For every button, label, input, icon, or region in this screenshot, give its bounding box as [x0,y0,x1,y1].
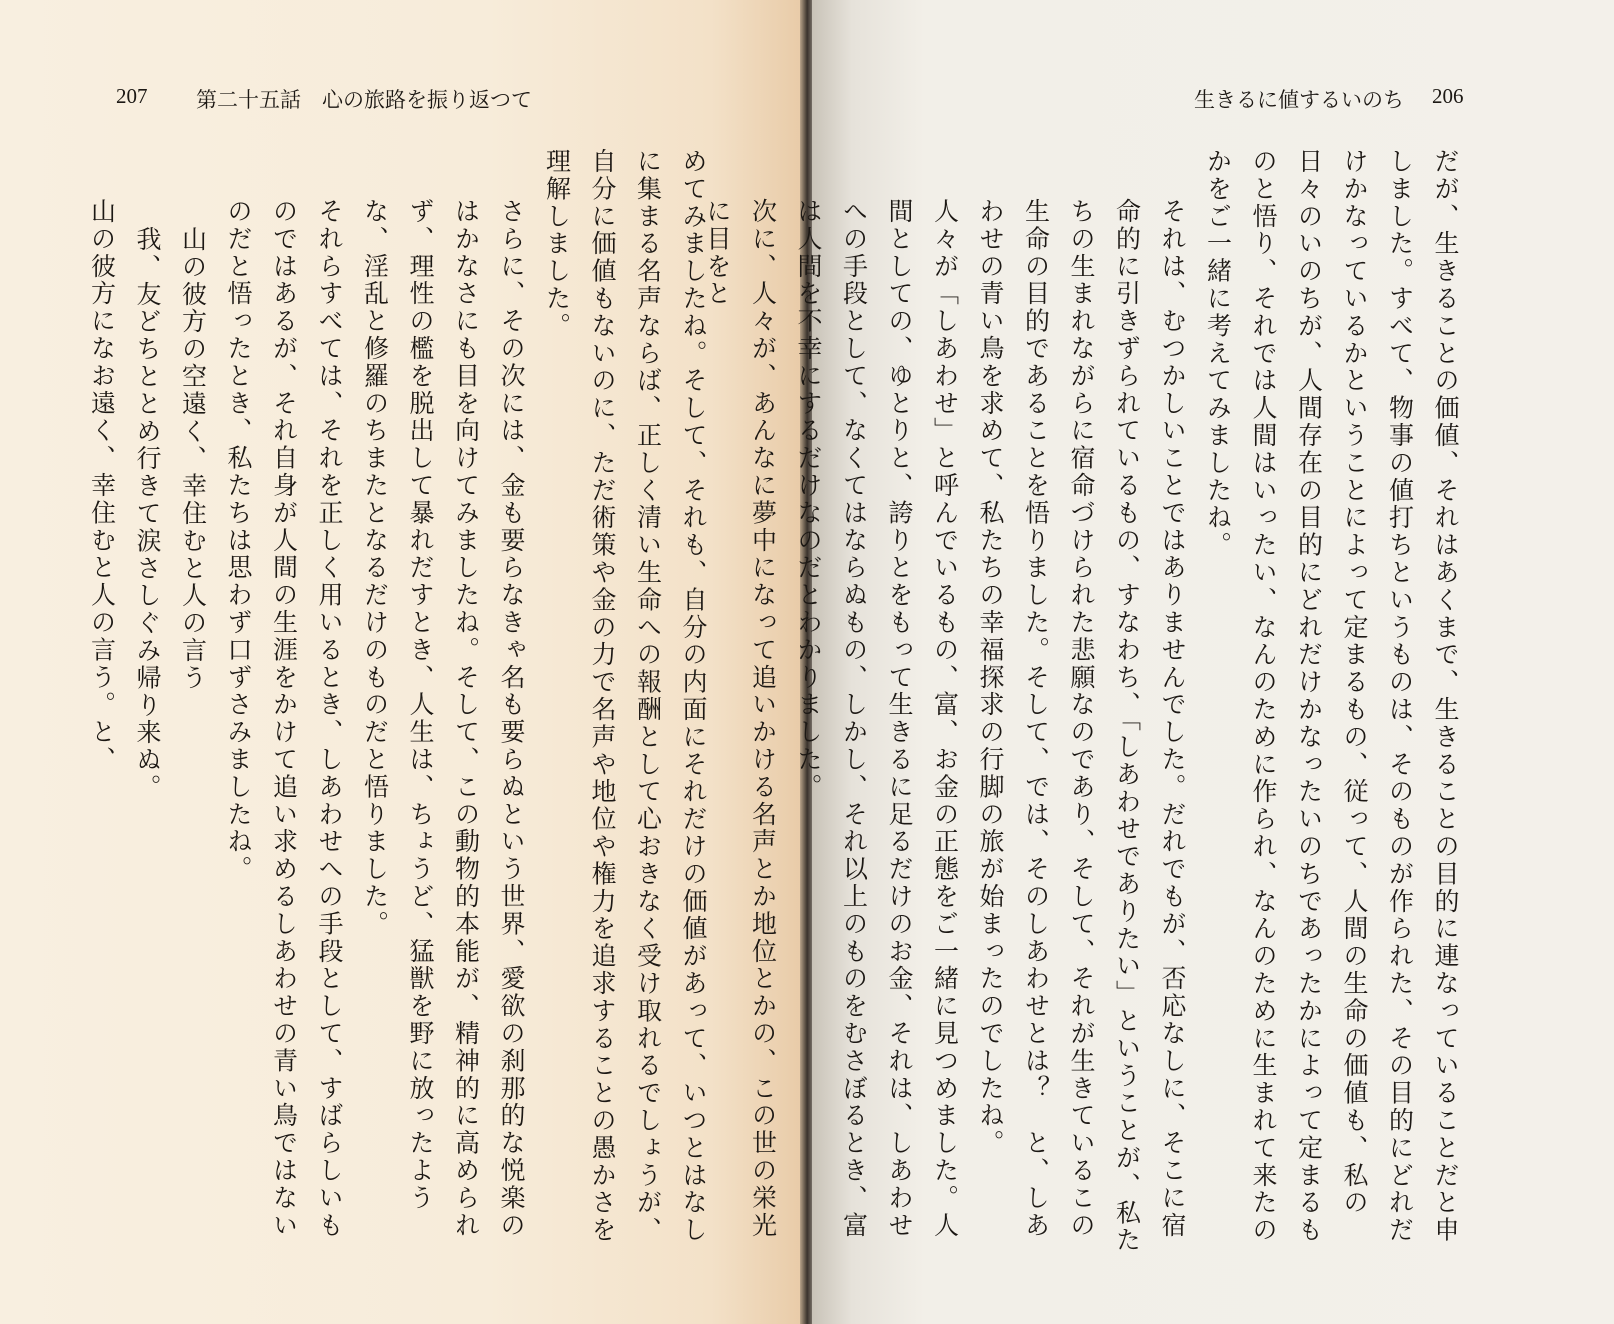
right-running-header: 生きるに値するいのち [1194,88,1404,112]
left-page-number: 207 [116,84,148,108]
paragraph: それは、むつかしいことではありませんでした。だれでもが、否応なしに、そこに宿命的に引きずられているもの、すなわち、「しあわせでありたい」ということが、私たちの生まれながらに宿命づけられた悲願なのであり、そして、それが生きているこの生命の目的であることを悟りました。そして、では、そのしあわせとは？ と、しあわせの青い鳥を求めて、私たちの幸福探求の行脚の旅が始まったのでしたね。 [976,198,1187,1255]
poem-line: 山の彼方の空遠く、幸住むと人の言う [178,226,208,692]
right-page-number: 206 [1432,84,1464,108]
right-body-text [703,148,1468,1258]
paragraph: それらすべては、それを正しく用いるとき、しあわせへの手段として、すばらしいものではあるが、それ自身が人間の生涯をかけて追い求めるしあわせの青い鳥ではないのだと悟ったとき、私たちは思わず口ずさみましたね。 [224,198,344,1240]
paragraph: だが、生きることの価値、それはあくまで、生きることの目的に連なっていることだと申しました。すべて、物事の値打ちというものは、そのものが作られた、その目的にどれだけかなっているかということによって定まるもの、従って、人間の生命の価値も、私の日々のいのちが、人間存在の目的にどれだけかなったいのちであったかによって定まるものと悟り、それでは人間はいったい、なんのために作られ、なんのために生まれて来たのかをご一緒に考えてみましたね。 [1203,148,1460,1244]
poem-line: 山の彼方になお遠く、幸住むと人の言う。と、 [87,198,117,774]
left-body-text [87,148,716,1258]
right-page [703,0,1614,1324]
paragraph: 人々が「しあわせ」と呼んでいるもの、富、お金の正態をご一緒に見つめました。人間としての、ゆとりと、誇りとをもって生きるに足るだけのお金、それは、しあわせへの手段として、なくてはならぬもの、しかし、それ以上のものをむさぼるとき、富は人間を不幸にするだけなのだとわかりました。 [794,198,960,1240]
paragraph: めてみましたね。そして、それも、自分の内面にそれだけの価値があって、いつとはなしに集まる名声ならば、正しく清い生命への報酬として心おきなく受け取れるでしょうが、自分に価値もないのに、ただ術策や金の力で名声や地位や権力を追求することの愚かさを理解しました。 [542,148,708,1244]
poem-line: 我、友どちととめ行きて涙さしぐみ帰り来ぬ。 [133,226,162,802]
left-running-header: 第二十五話 心の旅路を振り返つて [196,88,532,112]
paragraph: 次に、人々が、あんなに夢中になって追いかける名声とか地位とかの、この世の栄光に目をと [703,198,778,1240]
paragraph: さらに、その次には、金も要らなきゃ名も要らぬという世界、愛欲の刹那的な悦楽のはかなさにも目を向けてみましたね。そして、この動物的本能が、精神的に高められず、理性の檻を脱出して暴れだすとき、人生は、ちょうど、猛獣を野に放ったような、淫乱と修羅のちまたとなるだけのものだと悟りました。 [360,198,526,1240]
